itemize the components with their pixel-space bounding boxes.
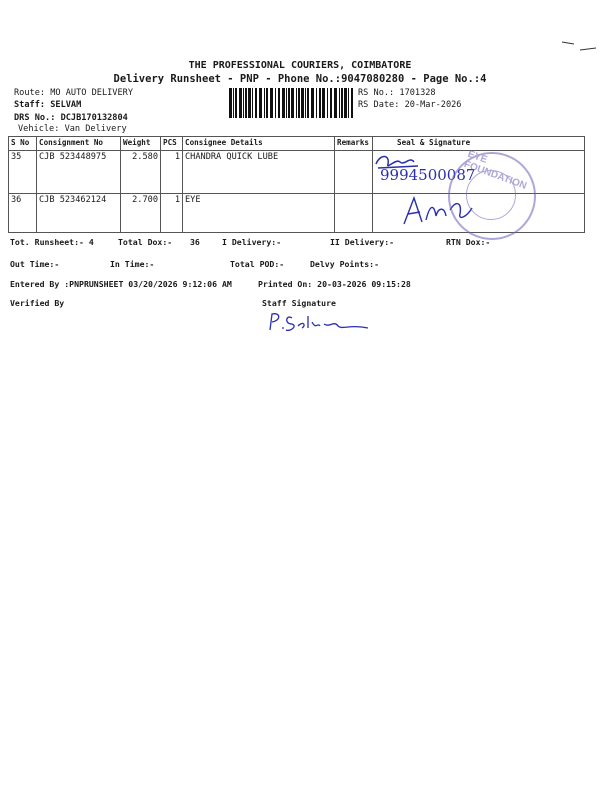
- row-consignee: CHANDRA QUICK LUBE: [183, 151, 335, 194]
- barcode-bar: [339, 88, 340, 118]
- corner-mark: [560, 38, 598, 54]
- barcode-bar: [233, 88, 234, 118]
- printed-on: Printed On: 20-03-2026 09:15:28: [258, 279, 411, 289]
- barcode-bar: [344, 88, 347, 118]
- in-time: In Time:-: [110, 259, 155, 269]
- barcode-bar: [275, 88, 276, 118]
- row-consignment: CJB 523462124: [37, 194, 121, 233]
- staff-signature-label: Staff Signature: [262, 298, 336, 308]
- handwritten-phone: 9994500087: [380, 166, 476, 184]
- barcode-bar: [291, 88, 294, 118]
- row-sno: 36: [9, 194, 37, 233]
- barcode-bar: [322, 88, 325, 118]
- ii-delivery: II Delivery:-: [330, 237, 395, 247]
- col-consignee: Consignee Details: [183, 137, 335, 151]
- barcode-bar: [259, 88, 262, 118]
- col-consignment: Consignment No: [37, 137, 121, 151]
- barcode-bar: [316, 88, 317, 118]
- barcode-bar: [311, 88, 314, 118]
- barcode-bar: [235, 88, 237, 118]
- col-weight: Weight: [121, 137, 161, 151]
- barcode-bar: [264, 88, 265, 118]
- rtn-dox: RTN Dox:-: [446, 237, 491, 247]
- row-sno: 35: [9, 151, 37, 194]
- rs-date: RS Date: 20-Mar-2026: [358, 100, 462, 110]
- row-weight: 2.580: [121, 151, 161, 194]
- barcode-bar: [301, 88, 304, 118]
- barcode-bar: [341, 88, 343, 118]
- total-runsheet: Tot. Runsheet:- 4: [10, 237, 94, 247]
- barcode: [229, 88, 355, 120]
- barcode-bar: [351, 88, 353, 118]
- barcode-bar: [348, 88, 349, 118]
- barcode-bar: [278, 88, 280, 118]
- staff-signature: [264, 310, 374, 334]
- staff-label: Staff: SELVAM: [14, 100, 82, 110]
- stamp-text: EYE FOUNDATION: [462, 148, 529, 192]
- total-pod: Total POD:-: [230, 259, 285, 269]
- barcode-bar: [288, 88, 290, 118]
- total-dox-value: 36: [190, 237, 200, 247]
- route-label: Route: MO AUTO DELIVERY: [14, 88, 133, 98]
- col-seal: Seal & Signature: [373, 137, 585, 151]
- seal-stamp: [448, 148, 536, 240]
- barcode-bar: [298, 88, 300, 118]
- runsheet-subtitle: Delivery Runsheet - PNP - Phone No.:9047080280 - Page No.:4: [113, 73, 487, 85]
- row-pcs: 1: [161, 194, 183, 233]
- out-time: Out Time:-: [10, 259, 60, 269]
- barcode-bar: [248, 88, 251, 118]
- barcode-bar: [239, 88, 242, 118]
- company-title: THE PROFESSIONAL COURIERS, COIMBATORE: [188, 60, 412, 71]
- barcode-bar: [319, 88, 321, 118]
- row-pcs: 1: [161, 151, 183, 194]
- barcode-bar: [243, 88, 244, 118]
- col-pcs: PCS: [161, 137, 183, 151]
- col-sno: S No: [9, 137, 37, 151]
- delvy-points: Delvy Points:-: [310, 259, 380, 269]
- row-consignment: CJB 523448975: [37, 151, 121, 194]
- barcode-bar: [307, 88, 309, 118]
- barcode-bar: [252, 88, 253, 118]
- vehicle-label: Vehicle: Van Delivery: [18, 124, 127, 134]
- table-header-row: [9, 137, 585, 151]
- barcode-bar: [296, 88, 297, 118]
- verified-by: Verified By: [10, 298, 65, 308]
- rs-number: RS No.: 1701328: [358, 88, 436, 98]
- col-remarks: Remarks: [335, 137, 373, 151]
- total-dox-label: Total Dox:-: [118, 237, 173, 247]
- barcode-bar: [229, 88, 232, 118]
- barcode-bar: [255, 88, 257, 118]
- row-weight: 2.700: [121, 194, 161, 233]
- barcode-bar: [305, 88, 306, 118]
- barcode-bar: [330, 88, 332, 118]
- barcode-bar: [245, 88, 247, 118]
- drs-number: DRS No.: DCJB170132804: [14, 113, 128, 123]
- row-consignee: EYE: [183, 194, 335, 233]
- barcode-bar: [282, 88, 285, 118]
- entered-by: Entered By :PNPRUNSHEET 03/20/2026 9:12:06 AM: [10, 279, 232, 289]
- barcode-bar: [334, 88, 337, 118]
- barcode-bar: [270, 88, 273, 118]
- row-remarks: [335, 151, 373, 194]
- i-delivery: I Delivery:-: [222, 237, 282, 247]
- barcode-bar: [286, 88, 287, 118]
- barcode-bar: [327, 88, 328, 118]
- barcode-bar: [266, 88, 268, 118]
- row-remarks: [335, 194, 373, 233]
